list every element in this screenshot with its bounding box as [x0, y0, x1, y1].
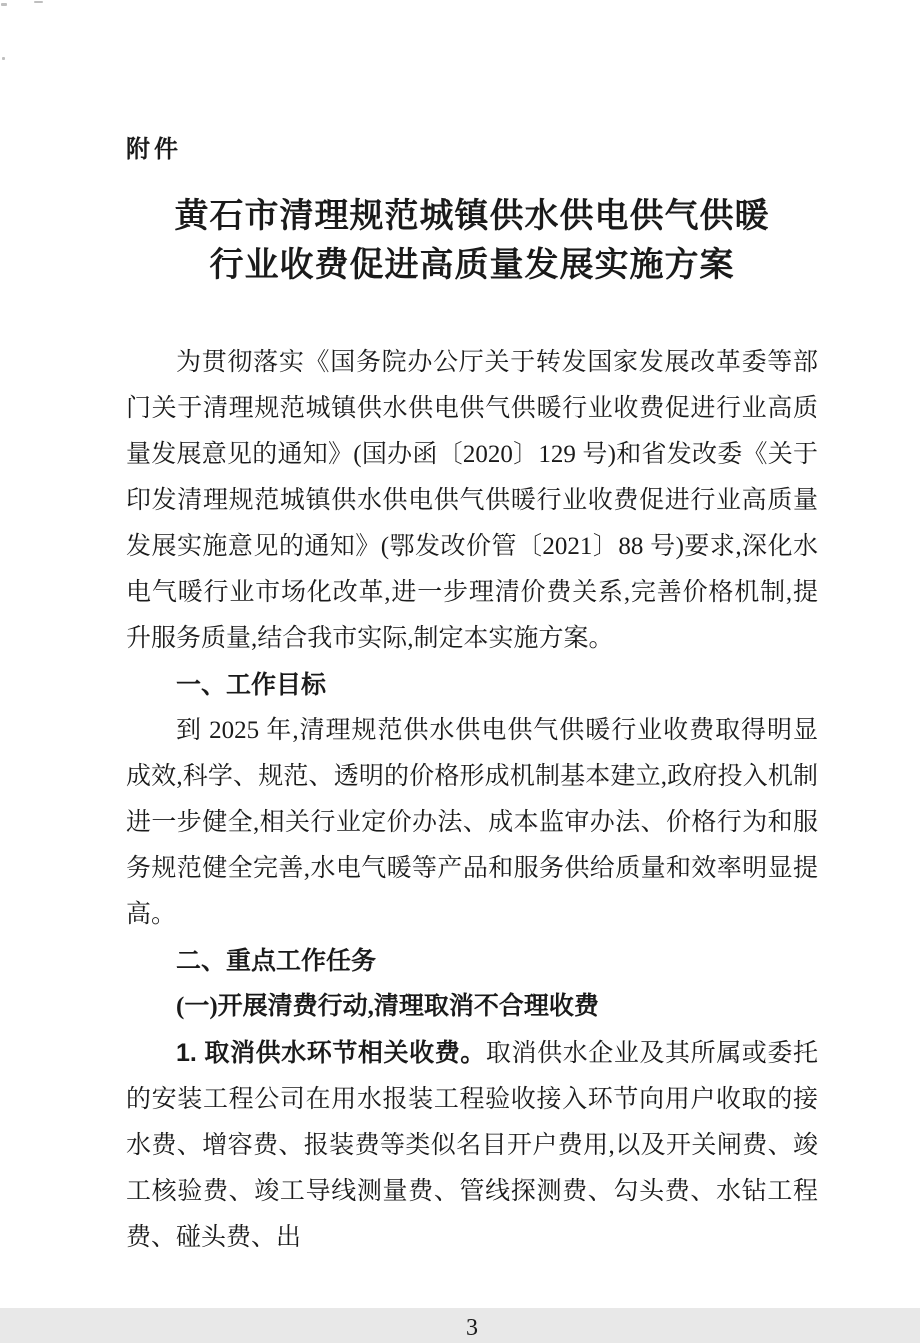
paragraph-goals: 到 2025 年,清理规范供水供电供气供暖行业收费取得明显成效,科学、规范、透明的价格形成机制基本建立,政府投入机制进一步健全,相关行业定价办法、成本监审办法、价格行为和服务规范健全完善,水电气暖等产品和服务供给质量和效率明显提高。 [126, 717, 818, 928]
scan-speck [2, 57, 5, 60]
document-body [126, 340, 818, 1261]
paragraph-preamble: 为贯彻落实《国务院办公厅关于转发国家发展改革委等部门关于清理规范城镇供水供电供气供暖行业收费促进行业高质量发展意见的通知》(国办函〔2020〕129 号)和省发改委《关于印发清理规范城镇供水供电供气供暖行业收费促进行业高质量发展实施意见的通知》(鄂发改价管〔2021〕88 号)要求,深化水电气暖行业市场化改革,进一步理清价费关系,完善价格机制,提升服务质量,结合我市实际,制定本实施方案。 [126, 349, 818, 652]
attachment-label: 附件 [126, 137, 182, 163]
section-heading-work-goals: 一、工作目标 [176, 671, 327, 699]
section-heading-key-tasks: 二、重点工作任务 [176, 947, 377, 975]
item1-body-text: 取消供水企业及其所属或委托的安装工程公司在用水报装工程验收接入环节向用户收取的接水费、增容费、报装费等类似名目开户费用,以及开关闸费、竣工核验费、竣工导线测量费、管线探测费、勾头费、水钻工程费、碰头费、出 [126, 1040, 818, 1251]
page-number: 3 [466, 1315, 478, 1341]
page-content [126, 134, 818, 1343]
title-line-1: 黄石市清理规范城镇供水供电供气供暖 [174, 198, 770, 235]
document-title [126, 192, 818, 290]
item1-lead-sentence: 1. 取消供水环节相关收费。 [176, 1039, 486, 1067]
paragraph-item1 [126, 1030, 818, 1261]
scan-speck [34, 1, 43, 3]
title-line-2: 行业收费促进高质量发展实施方案 [209, 247, 735, 284]
subsection-heading-fee-cleanup: (一)开展清费行动,清理取消不合理收费 [176, 993, 599, 1020]
scan-speck [1, 3, 7, 6]
